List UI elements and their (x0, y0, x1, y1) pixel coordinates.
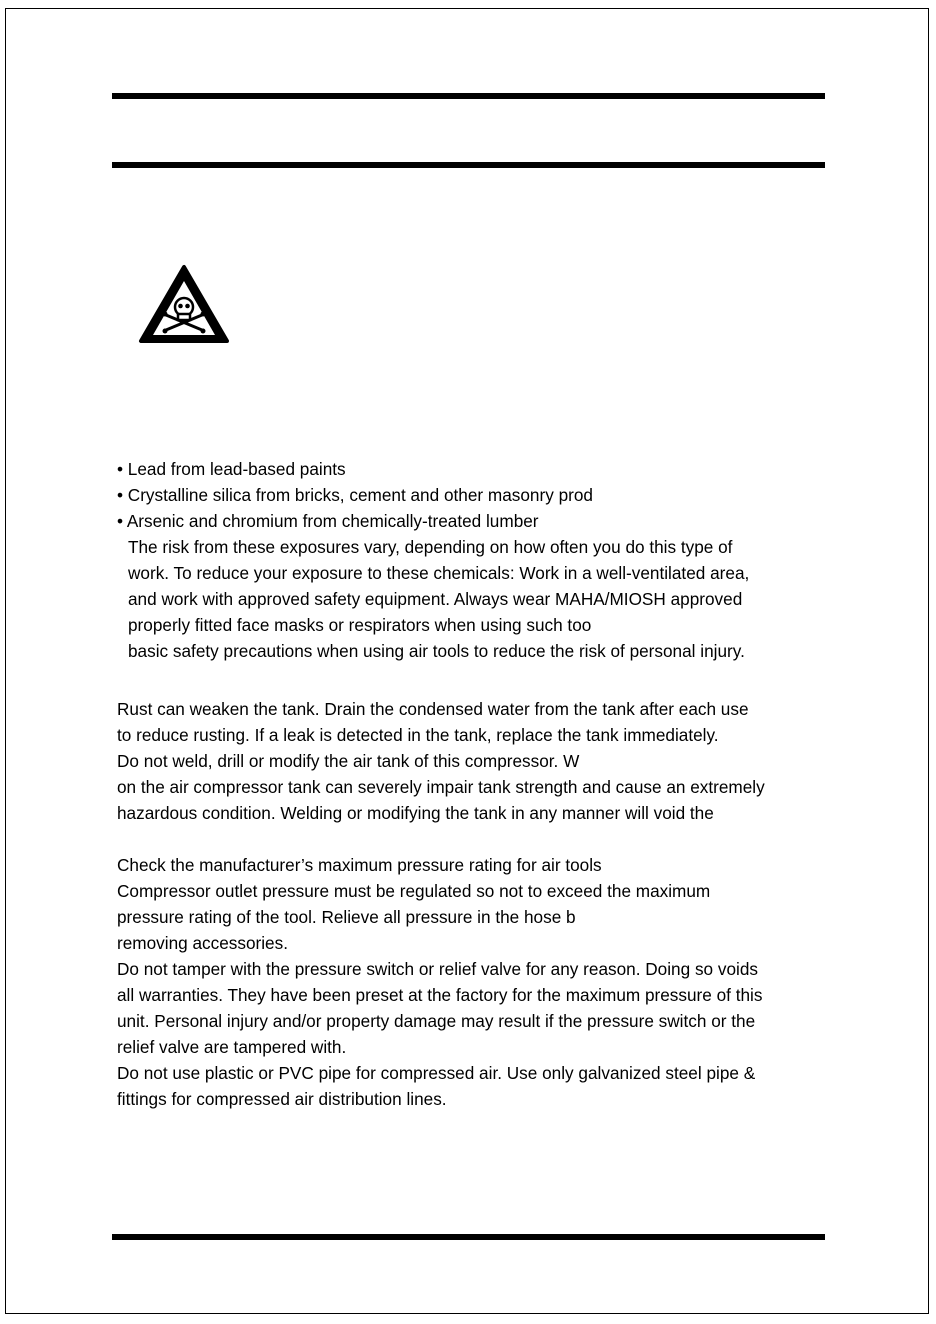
pressure-text-line: Check the manufacturer’s maximum pressure rating for air tools (117, 855, 602, 875)
pressure-text-line: Compressor outlet pressure must be regulated so not to exceed the maximum (117, 881, 711, 901)
tank-text-line: Do not weld, drill or modify the air tank of this compressor. W (117, 751, 580, 771)
exposure-text-line: basic safety precautions when using air tools to reduce the risk of personal injury. (128, 641, 745, 661)
bullet-item: • Arsenic and chromium from chemically-treated lumber (117, 511, 539, 531)
bullet-item: • Lead from lead-based paints (117, 459, 346, 479)
pressure-text-line: Do not tamper with the pressure switch or relief valve for any reason. Doing so voids (117, 959, 759, 979)
exposure-text-line: The risk from these exposures vary, depending on how often you do this type of (128, 537, 733, 557)
pressure-text-line: all warranties. They have been preset at the factory for the maximum pressure of this (117, 985, 763, 1005)
pressure-text-line: removing accessories. (117, 933, 288, 953)
exposure-text-line: work. To reduce your exposure to these chemicals: Work in a well-ventilated area, (128, 563, 750, 583)
top-rule (112, 93, 825, 99)
footer-rule (112, 1234, 825, 1240)
exposure-text-line: and work with approved safety equipment. Always wear MAHA/MIOSH approved (128, 589, 743, 609)
tank-text-line: hazardous condition. Welding or modifying the tank in any manner will void the (117, 803, 714, 823)
pressure-text-line: fittings for compressed air distribution lines. (117, 1089, 447, 1109)
exposure-text-line: properly fitted face masks or respirators when using such too (128, 615, 592, 635)
skull-warning-icon (138, 264, 230, 344)
tank-text-line: to reduce rusting. If a leak is detected in the tank, replace the tank immediately. (117, 725, 719, 745)
bullet-item: • Crystalline silica from bricks, cement and other masonry prod (117, 485, 593, 505)
pressure-text-line: unit. Personal injury and/or property damage may result if the pressure switch or the (117, 1011, 756, 1031)
tank-text-line: Rust can weaken the tank. Drain the condensed water from the tank after each use (117, 699, 749, 719)
pressure-text-line: pressure rating of the tool. Relieve all pressure in the hose b (117, 907, 576, 927)
pressure-text-line: relief valve are tampered with. (117, 1037, 347, 1057)
header-rule (112, 162, 825, 168)
document-page (5, 8, 929, 1314)
tank-text-line: on the air compressor tank can severely impair tank strength and cause an extremely (117, 777, 765, 797)
pressure-text-line: Do not use plastic or PVC pipe for compressed air. Use only galvanized steel pipe & (117, 1063, 756, 1083)
